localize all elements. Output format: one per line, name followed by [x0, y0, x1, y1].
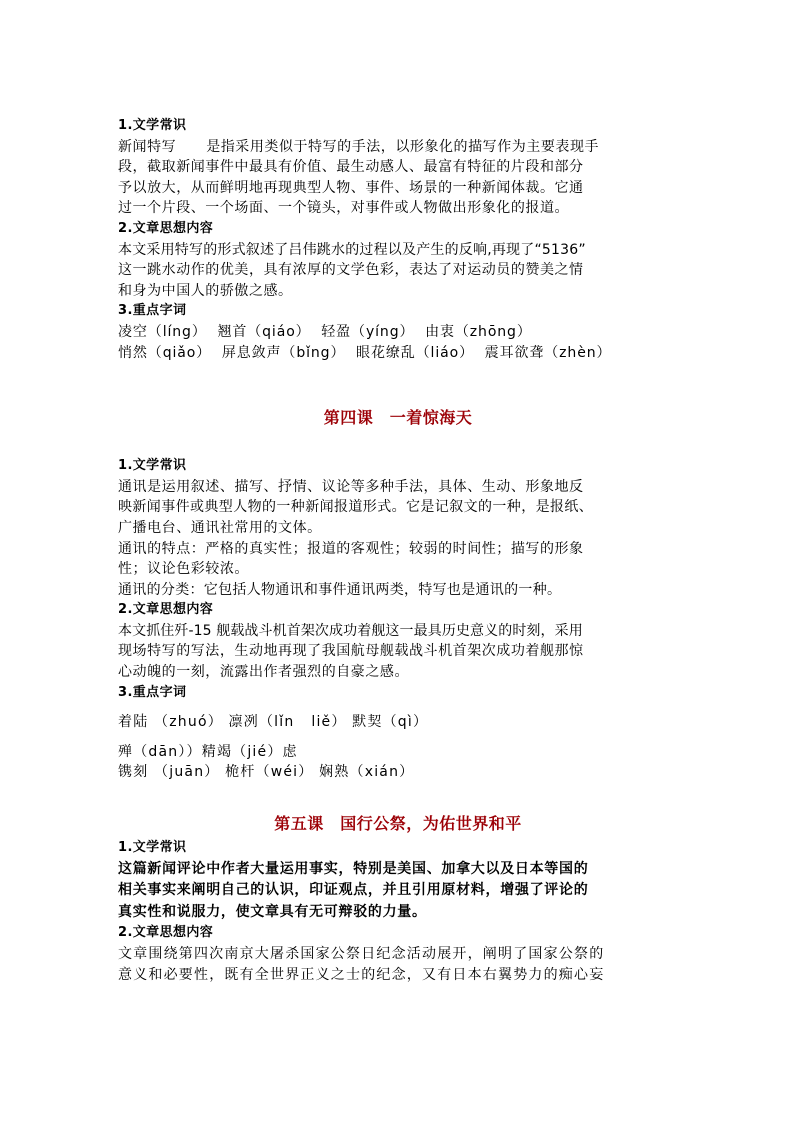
- lesson-5-title: 第五课 国行公祭，为佑世界和平: [274, 814, 522, 834]
- paragraph-line: 映新闻事件或典型人物的一种新闻报道形式。它是记叙文的一种，是报纸、: [118, 499, 594, 516]
- paragraph-line: 文章围绕第四次南京大屠杀国家公祭日纪念活动展开，阐明了国家公祭的: [118, 946, 605, 962]
- section-heading-key-words: 3.重点字词: [118, 684, 187, 700]
- section-heading-literary-knowledge: 1.文学常识: [118, 118, 187, 133]
- paragraph-line: 予以放大，从而鲜明地再现典型人物、事件、场景的一种新闻体裁。它通: [118, 179, 584, 196]
- section-heading-key-words: 3.重点字词: [118, 303, 187, 319]
- paragraph-line: 和身为中国人的骄傲之感。: [118, 282, 293, 299]
- paragraph-line-bold: 真实性和说服力，使文章具有无可辩驳的力量。: [118, 903, 427, 920]
- section-heading-article-ideas: 2.文章思想内容: [118, 925, 214, 941]
- key-words-line: 殚（dān））精竭（jié）虑: [118, 743, 298, 760]
- paragraph-line: 性；议论色彩较浓。: [118, 561, 249, 578]
- lesson-4-title: 第四课 一着惊海天: [323, 408, 473, 428]
- paragraph-line: 本文抓住歼-15 舰载战斗机首架次成功着舰这一最具历史意义的时刻，采用: [118, 622, 583, 639]
- paragraph-line: 过一个片段、一个场面、一个镜头，对事件或人物做出形象化的报道。: [118, 200, 570, 217]
- paragraph-line: 心动魄的一刻，流露出作者强烈的自豪之感。: [118, 664, 409, 681]
- key-words-line: 悄然（qiǎo） 屏息敛声（bǐng） 眼花缭乱（liáo） 震耳欲聋（zhèn）: [118, 344, 612, 361]
- paragraph-line-bold: 这篇新闻评论中作者大量运用事实，特别是美国、加拿大以及日本等国的: [118, 860, 589, 877]
- paragraph-line: 段，截取新闻事件中最具有价值、最生动感人、最富有特征的片段和部分: [118, 159, 584, 176]
- section-heading-article-ideas: 2.文章思想内容: [118, 602, 214, 618]
- paragraph-line: 本文采用特写的形式叙述了吕伟跳水的过程以及产生的反响,再现了“5136”: [118, 241, 586, 258]
- paragraph-line-bold: 相关事实来阐明自己的认识，印证观点，并且引用原材料，增强了评论的: [118, 882, 589, 899]
- section-heading-literary-knowledge: 1.文学常识: [118, 458, 187, 474]
- paragraph-line: 意义和必要性，既有全世界正义之士的纪念，又有日本右翼势力的痴心妄: [118, 966, 605, 983]
- key-words-line: 镌刻 （juān） 桅杆（wéi） 娴熟（xián）: [118, 764, 415, 781]
- paragraph-line: 现场特写的写法，生动地再现了我国航母舰载战斗机首架次成功着舰那惊: [118, 643, 584, 660]
- paragraph-line: 这一跳水动作的优美，具有浓厚的文学色彩，表达了对运动员的赞美之情: [118, 262, 584, 279]
- key-words-line: 着陆 （zhuó） 凛冽（lǐn liě） 默契（qì）: [118, 714, 429, 731]
- paragraph-line: 广播电台、通讯社常用的文体。: [118, 519, 322, 536]
- paragraph-line: 通讯是运用叙述、描写、抒情、议论等多种手法，具体、生动、形象地反: [118, 478, 584, 495]
- section-heading-literary-knowledge: 1.文学常识: [118, 840, 187, 856]
- document-page: [118, 116, 678, 985]
- paragraph-line: 通讯的特点：严格的真实性；报道的客观性；较弱的时间性；描写的形象: [118, 540, 584, 557]
- paragraph-line: 通讯的分类：它包括人物通讯和事件通讯两类，特写也是通讯的一种。: [118, 581, 562, 598]
- paragraph-line: 新闻特写 是指采用类似于特写的手法，以形象化的描写作为主要表现手: [118, 138, 600, 155]
- key-words-line: 凌空（líng） 翘首（qiáo） 轻盈（yíng） 由衷（zhōng）: [118, 323, 532, 340]
- section-heading-article-ideas: 2.文章思想内容: [118, 220, 214, 236]
